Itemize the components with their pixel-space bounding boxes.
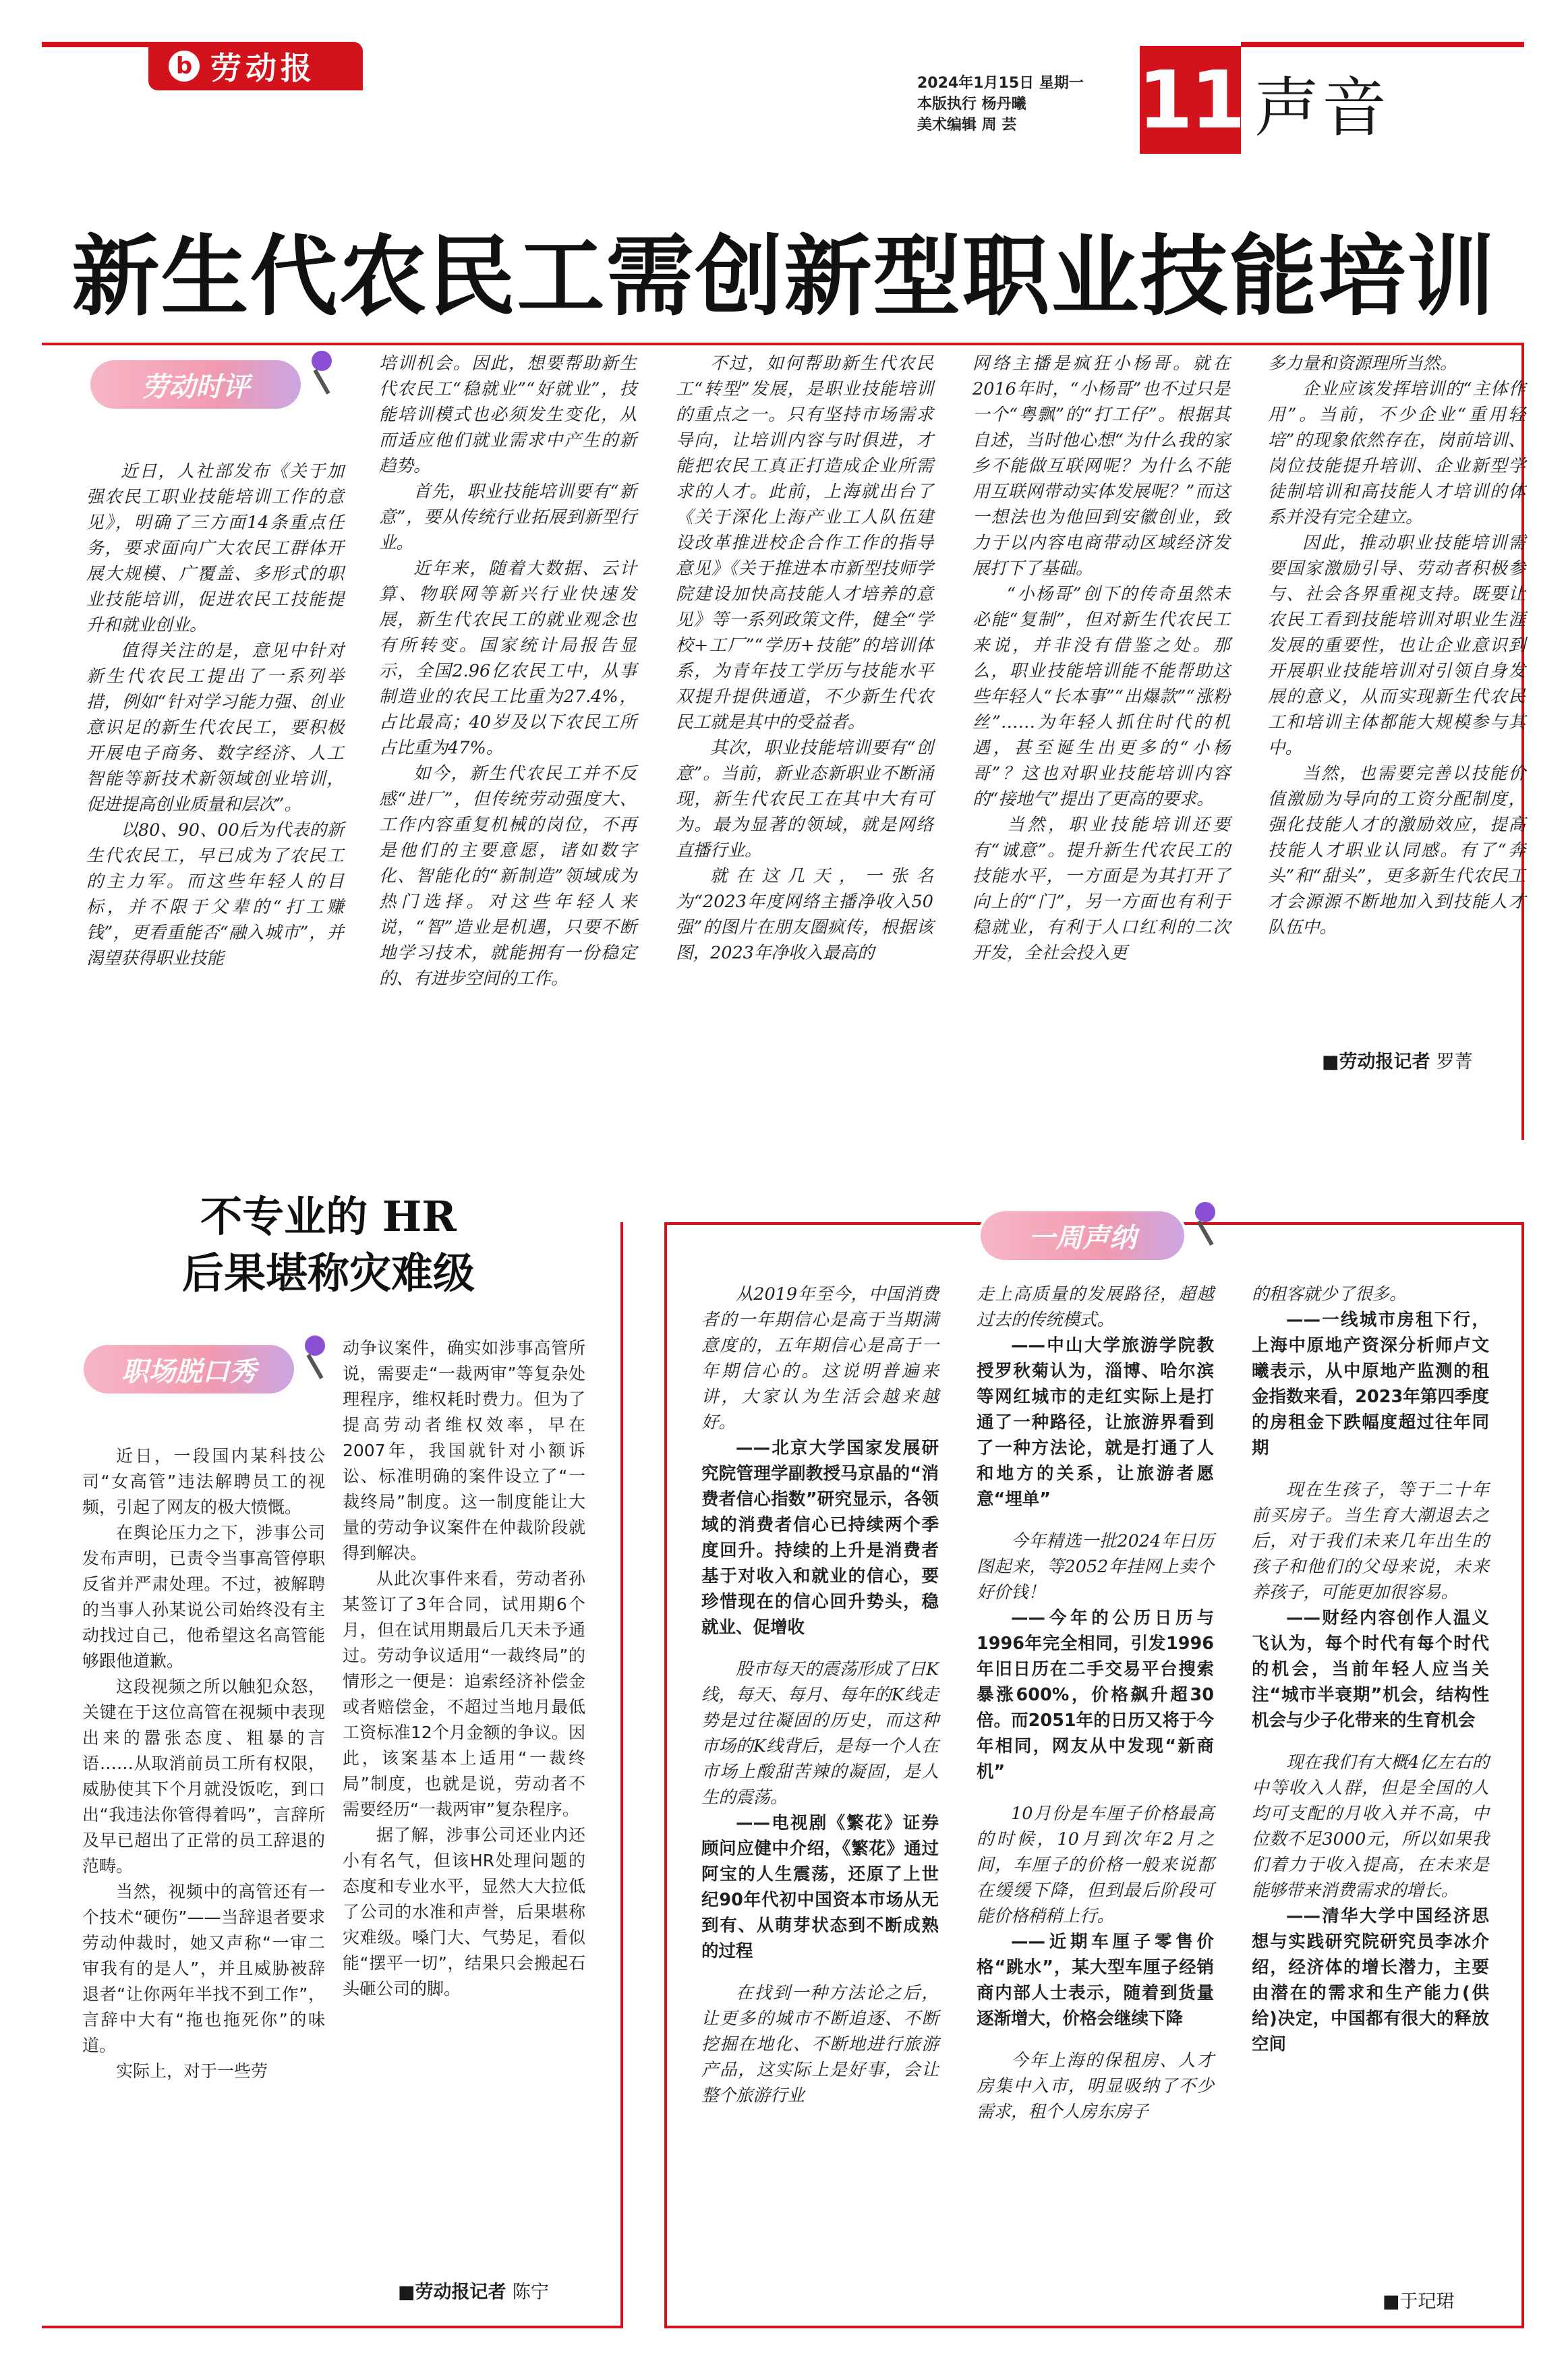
paragraph: 多力量和资源理所当然。 — [1268, 353, 1457, 374]
quote-attribution: ——一线城市房租下行，上海中原地产资深分析师卢文曦表示，从中原地产监测的租金指数来看，2023年第四季度的房租金下跌幅度超过往年同期 — [1252, 1310, 1489, 1458]
hr-title-line-1: 不专业的 HR — [200, 1192, 457, 1241]
issue-meta — [917, 73, 1120, 136]
paragraph: 企业应该发挥培训的“主体作用”。当前，不少企业“重用轻培”的现象依然存在，岗前培训、岗位技能提升培训、企业新型学徒制培训和高技能人才培训的体系并没有完全建立。 — [1268, 379, 1526, 527]
paragraph: 近日，一段国内某科技公司“女高管”违法解聘员工的视频，引起了网友的极大愤慨。 — [82, 1446, 325, 1517]
hr-column-2 — [343, 1335, 585, 2002]
byline-text: ■于玘珺 — [1383, 2291, 1455, 2312]
weekly-column-3 — [1252, 1282, 1489, 2057]
spacer — [977, 1785, 1214, 1801]
paragraph: 培训机会。因此，想要帮助新生代农民工“稳就业”“好就业”，技能培训模式也必须发生变化，从而适应他们就业需求中产生的新趋势。 — [379, 353, 637, 476]
hr-tag — [81, 1342, 297, 1396]
lead-tag — [88, 357, 303, 411]
quote-text: 10月份是车厘子价格最高的时候，10月到次年2月之间，车厘子的价格一般来说都在缓缓下降，但到最后阶段可能价格稍稍上行。 — [977, 1804, 1214, 1926]
lead-column-4 — [972, 351, 1230, 966]
hr-tag-label: 职场脱口秀 — [121, 1356, 256, 1387]
quote-text: 走上高质量的发展路径，超越过去的传统模式。 — [977, 1284, 1214, 1330]
quote-attribution: ——中山大学旅游学院教授罗秋菊认为，淄博、哈尔滨等网红城市的走红实际上是打通了一种路径，让旅游界看到了一种方法论，就是打通了人和地方的关系，让旅游者愿意“埋单” — [977, 1335, 1214, 1510]
paragraph: 动争议案件，确实如涉事高管所说，需要走“一裁两审”等复杂处理程序，维权耗时费力。但为了提高劳动者维权效率，早在2007年，我国就针对小额诉讼、标准明确的案件设立了“一裁终局”制度。这一制度能让大量的劳动争议案件在仲裁阶段就得到解决。 — [343, 1338, 585, 1563]
quote-text: 从2019年至今，中国消费者的一年期信心是高于当期满意度的，五年期信心是高于一年期信心的。这说明普遍来讲，大家认为生活会越来越好。 — [701, 1284, 939, 1433]
quote-attribution: ——财经内容创作人温义飞认为，每个时代有每个时代的机会，当前年轻人应当关注“城市半衰期”机会，结构性机会与少子化带来的生育机会 — [1252, 1608, 1489, 1731]
lead-tag-label: 劳动时评 — [142, 371, 250, 403]
lead-column-3 — [676, 351, 933, 966]
section-name: 声音 — [1254, 70, 1389, 146]
quote-attribution: ——电视剧《繁花》证券顾问应健中介绍，《繁花》通过阿宝的人生震荡，还原了上世纪90年代初中国资本市场从无到有、从萌芽状态到不断成熟的过程 — [701, 1813, 939, 1961]
microphone-icon — [305, 1335, 325, 1356]
lead-column-2 — [379, 351, 637, 992]
quote-attribution: ——北京大学国家发展研究院管理学副教授马京晶的“消费者信心指数”研究显示，各领域的消费者信心已持续两个季度回升。持续的上升是消费者基于对收入和就业的信心，要珍惜现在的信心回升势头，稳就业、促增收 — [701, 1438, 939, 1638]
quote-attribution: ——近期车厘子零售价格“跳水”，某大型车厘子经销商内部人士表示，随着到货量逐渐增大，价格会继续下降 — [977, 1932, 1214, 2029]
paragraph: 在舆论压力之下，涉事公司发布声明，已责令当事高管停职反省并严肃处理。不过，被解聘的当事人孙某说公司始终没有主动找过自己，他希望这名高管能够跟他道歉。 — [82, 1523, 325, 1671]
paragraph: 近日，人社部发布《关于加强农民工职业技能培训工作的意见》，明确了三方面14条重点任务，要求面向广大农民工群体开展大规模、广覆盖、多形式的职业技能培训，促进农民工技能提升和就业创业。 — [86, 461, 344, 635]
quote-attribution: ——清华大学中国经济思想与实践研究院研究员李冰介绍，经济体的增长潜力，主要由潜在的需求和生产能力(供给)决定，中国都有很大的释放空间 — [1252, 1906, 1489, 2055]
hr-title-line-2: 后果堪称灾难级 — [181, 1248, 475, 1298]
quote-text: 今年上海的保租房、人才房集中入市，明显吸纳了不少需求，租个人房东房子 — [977, 2050, 1214, 2122]
byline-name: 罗菁 — [1436, 1052, 1473, 1072]
issue-date: 2024年1月15日 星期一 — [917, 75, 1084, 92]
logo-mark-icon: b — [169, 51, 200, 82]
weekly-column-2 — [977, 1282, 1214, 2125]
paragraph: 首先，职业技能培训要有“新意”，要从传统行业拓展到新型行业。 — [379, 482, 637, 553]
spacer — [1252, 1461, 1489, 1477]
hr-byline — [398, 2277, 549, 2303]
newspaper-logo — [148, 42, 363, 90]
paragraph: 就在这几天，一张名为“2023年度网络主播净收入50强”的图片在朋友圈疯传，根据该图，2023年净收入最高的 — [676, 866, 933, 963]
art-editor-line: 美术编辑 周 芸 — [917, 117, 1017, 134]
quote-text: 股市每天的震荡形成了日K线，每天、每月、每年的K线走势是过往凝固的历史，而这种市场的K线背后，是每一个人在市场上酸甜苦辣的凝固，是人生的震荡。 — [701, 1659, 939, 1808]
top-rule-left — [42, 42, 150, 47]
paragraph: 不过，如何帮助新生代农民工“转型”发展，是职业技能培训的重点之一。只有坚持市场需求导向，让培训内容与时俱进，才能把农民工真正打造成企业所需求的人才。此前，上海就出台了《关于深化上海产业工人队伍建设改革推进校企合作工作的指导意见》《关于推进本市新型技师学院建设加快高技能人才培养的意见》等一系列政策文件，健全“学校+工厂”“学历+技能”的培训体系，为青年技工学历与技能水平双提升提供通道，不少新生代农民工就是其中的受益者。 — [676, 353, 933, 732]
quote-text: 的租客就少了很多。 — [1252, 1284, 1407, 1304]
lead-column-1 — [86, 459, 344, 971]
byline-label: ■劳动报记者 — [1322, 1052, 1430, 1072]
paragraph: 以80、90、00后为代表的新生代农民工，早已成为了农民工的主力军。而这些年轻人的目标，并不限于父辈的“打工赚钱”，更看重能否“融入城市”，并渴望获得职业技能 — [86, 820, 344, 969]
editor-line: 本版执行 杨丹曦 — [917, 96, 1026, 113]
paragraph: 如今，新生代农民工并不反感“进厂”，但传统劳动强度大、工作内容重复机械的岗位，不再是他们的主要意愿，诸如数字化、智能化的“新制造”领域成为热门选择。对这些年轻人来说，“智”造业是机遇，只要不断地学习技术，就能拥有一份稳定的、有进步空间的工作。 — [379, 764, 637, 989]
spacer — [1252, 1733, 1489, 1750]
weekly-tag — [978, 1209, 1187, 1263]
spacer — [701, 1964, 939, 1980]
paragraph: 据了解，涉事公司还业内还小有名气，但该HR处理问题的态度和专业水平，显然大大拉低了公司的水准和声誉，后果堪称灾难级。嗓门大、气势足，看似能“摆平一切”，结果只会搬起石头砸公司的脚。 — [343, 1825, 585, 1999]
paragraph: 当然，职业技能培训还要有“诚意”。提升新生代农民工的技能水平，一方面是为其打开了向上的“门”，另一方面也有利于稳就业，有利于人口红利的二次开发，全社会投入更 — [972, 815, 1230, 963]
paragraph: 实际上，对于一些劳 — [116, 2061, 268, 2081]
quote-text: 在找到一种方法论之后，让更多的城市不断追逐、不断挖掘在地化、不断地进行旅游产品，这实际上是好事，会让整个旅游行业 — [701, 1983, 939, 2106]
page-title: 新生代农民工需创新型职业技能培训 — [71, 225, 1497, 328]
lead-byline — [1322, 1047, 1473, 1073]
lead-column-5 — [1268, 351, 1526, 940]
weekly-tag-label: 一周声纳 — [1028, 1222, 1136, 1254]
paragraph: “小杨哥”创下的传奇虽然未必能“复制”，但对新生代农民工来说，并非没有借鉴之处。那么，职业技能培训能不能帮助这些年轻人“长本事”“出爆款”“涨粉丝”……为年轻人抓住时代的机遇，甚至诞生出更多的“小杨哥”？这也对职业技能培训内容的“接地气”提出了更高的要求。 — [972, 584, 1230, 809]
paragraph: 近年来，随着大数据、云计算、物联网等新兴行业快速发展，新生代农民工的就业观念也有所转变。国家统计局报告显示，全国2.96亿农民工中，从事制造业的农民工比重为27.4%，占比最高；40岁及以下农民工所占比重为47%。 — [379, 558, 637, 758]
paragraph: 当然，也需要完善以技能价值激励为导向的工资分配制度，强化技能人才的激励效应，提高技能人才职业认同感。有了“奔头”和“甜头”，更多新生代农民工才会源源不断地加入到技能人才队伍中。 — [1268, 764, 1526, 938]
top-rule-right — [1241, 42, 1524, 47]
microphone-icon — [1195, 1202, 1215, 1222]
quote-text: 今年精选一批2024年日历图起来，等2052年挂网上卖个好价钱！ — [977, 1531, 1214, 1603]
hr-column-1 — [82, 1443, 325, 2084]
paragraph: 当然，视频中的高管还有一个技术“硬伤”——当辞退者要求劳动仲裁时，她又声称“一审二审我有的是人”，并且威胁被辞退者“让你两年半找不到工作”，言辞中大有“拖也拖死你”的味道。 — [82, 1882, 325, 2055]
page-number: 11 — [1140, 46, 1241, 154]
quote-attribution: ——今年的公历日历与1996年完全相同，引发1996年旧日历在二手交易平台搜索暴涨600%，价格飙升超30倍。而2051年的日历又将于今年相同，网友从中发现“新商机” — [977, 1608, 1214, 1782]
hr-article-title — [42, 1188, 615, 1302]
paragraph: 从此次事件来看，劳动者孙某签订了3年合同，试用期6个月，但在试用期最后几天未予通过。劳动争议适用“一裁终局”的情形之一便是：追索经济补偿金或者赔偿金，不超过当地月最低工资标准12个月金额的争议。因此，该案基本上适用“一裁终局”制度，也就是说，劳动者不需要经历“一裁两审”复杂程序。 — [343, 1569, 585, 1819]
paragraph: 其次，职业技能培训要有“创意”。当前，新业态新职业不断涌现，新生代农民工在其中大有可为。最为显著的领域，就是网络直播行业。 — [676, 738, 933, 861]
byline-name: 陈宁 — [512, 2282, 549, 2303]
spacer — [977, 1512, 1214, 1528]
weekly-byline — [1383, 2287, 1455, 2313]
byline-label: ■劳动报记者 — [398, 2282, 506, 2303]
paragraph: 这段视频之所以触犯众怒，关键在于这位高管在视频中表现出来的嚣张态度、粗暴的言语……从取消前员工所有权限，威胁使其下个月就没饭吃，到口出“我违法你管得着吗”，言辞所及早已超出了正常的员工辞退的范畴。 — [82, 1677, 325, 1876]
quote-text: 现在我们有大概4亿左右的中等收入人群，但是全国的人均可支配的月收入并不高，中位数不足3000元，所以如果我们着力于收入提高，在未来是能够带来消费需求的增长。 — [1252, 1752, 1489, 1901]
paragraph: 因此，推动职业技能培训需要国家激励引导、劳动者积极参与、社会各界重视支持。既要让农民工看到技能培训对职业生涯发展的重要性，也让企业意识到开展职业技能培训对引领自身发展的意义，从而实现新生代农民工和培训主体都能大规模参与其中。 — [1268, 533, 1526, 758]
logo-text: 劳动报 — [210, 50, 316, 86]
paragraph: 值得关注的是，意见中针对新生代农民工提出了一系列举措，例如“针对学习能力强、创业意识足的新生代农民工，要积极开展电子商务、数字经济、人工智能等新技术新领域创业培训，促进提高创业质量和层次”。 — [86, 641, 344, 815]
spacer — [977, 2032, 1214, 2048]
spacer — [701, 1640, 939, 1657]
paragraph: 网络主播是疯狂小杨哥。就在2016年时，“小杨哥”也不过只是一个“粤飘”的“打工仔”。根据其自述，当时他心想“为什么我的家乡不能做互联网呢？为什么不能用互联网带动实体发展呢？”而这一想法也为他回到安徽创业，致力于以内容电商带动区域经济发展打下了基础。 — [972, 353, 1230, 579]
quote-text: 现在生孩子，等于二十年前买房子。当生育大潮退去之后，对于我们未来几年出生的孩子和他们的父母来说，未来养孩子，可能更加很容易。 — [1252, 1480, 1489, 1603]
weekly-column-1 — [701, 1282, 939, 2108]
microphone-icon — [312, 351, 332, 371]
